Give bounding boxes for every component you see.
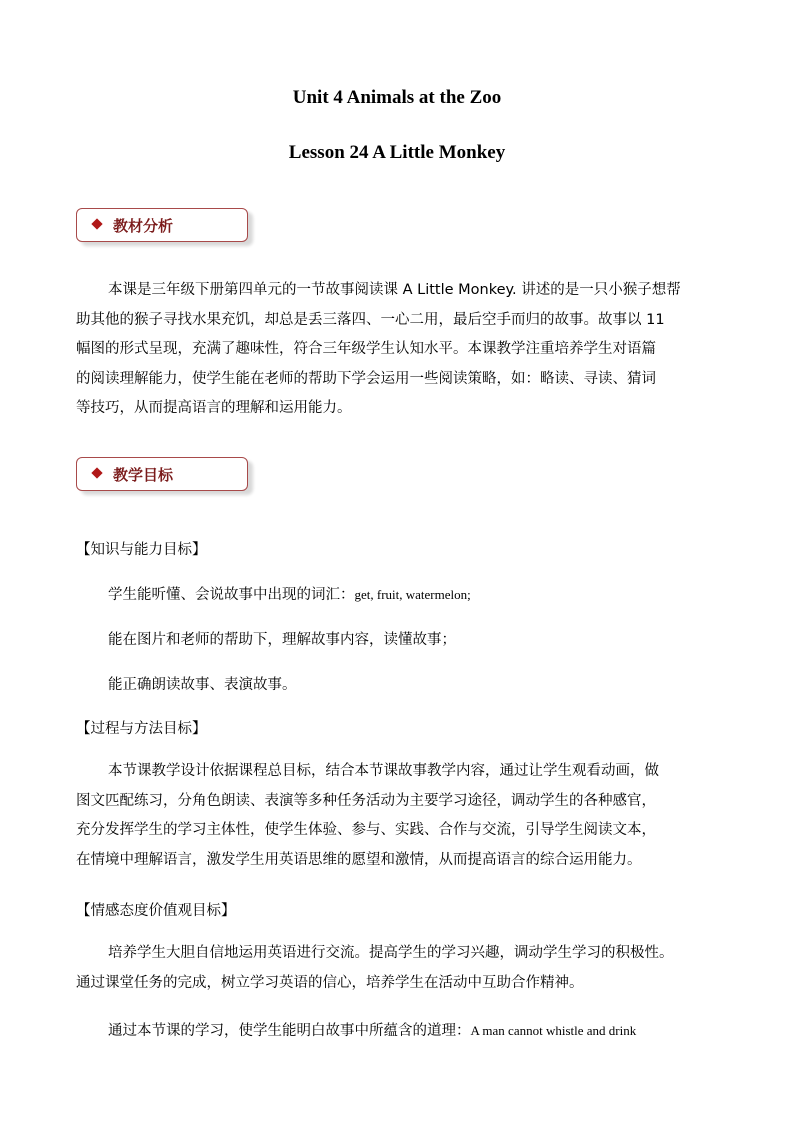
paragraph-line: 的阅读理解能力，使学生能在老师的帮助下学会运用一些阅读策略，如：略读、寻读、猜词 <box>76 370 656 387</box>
materials-analysis-paragraph <box>76 276 721 424</box>
diamond-bullet-icon <box>91 218 102 229</box>
proverb-text: A man cannot whistle and drink <box>470 1023 637 1038</box>
section-label: 教材分析 <box>113 217 174 235</box>
knowledge-objective-item <box>108 583 471 604</box>
process-objectives-paragraph <box>76 757 721 875</box>
objective-text: 通过本节课的学习，使学生能明白故事中所蕴含的道理： <box>108 1023 471 1039</box>
emotion-objectives-heading: 【情感态度价值观目标】 <box>76 903 236 919</box>
knowledge-objective-item: 能在图片和老师的帮助下，理解故事内容，读懂故事； <box>108 632 456 648</box>
paragraph-line: 等技巧，从而提高语言的理解和运用能力。 <box>76 400 352 416</box>
emotion-objectives-paragraph <box>76 939 721 998</box>
paragraph-line: 充分发挥学生的学习主体性，使学生体验、参与、实践、合作与交流，引导学生阅读文本， <box>76 822 656 838</box>
paragraph-line: 通过课堂任务的完成，树立学习英语的信心，培养学生在活动中互助合作精神。 <box>76 974 584 991</box>
paragraph-line: 本课是三年级下册第四单元的一节故事阅读课 A Little Monkey. 讲述的是一只小猴子想帮 <box>108 282 681 298</box>
paragraph-line: 本节课教学设计依据课程总目标，结合本节课故事教学内容，通过让学生观看动画，做 <box>108 763 659 779</box>
knowledge-objectives-heading: 【知识与能力目标】 <box>76 542 207 558</box>
paragraph-line: 图文匹配练习，分角色朗读、表演等多种任务活动为主要学习途径，调动学生的各种感官， <box>76 792 656 809</box>
paragraph-line: 在情境中理解语言，激发学生用英语思维的愿望和激情，从而提高语言的综合运用能力。 <box>76 851 642 868</box>
paragraph-line: 培养学生大胆自信地运用英语进行交流。提高学生的学习兴趣，调动学生学习的积极性。 <box>108 945 674 961</box>
vocabulary-words: get, fruit, watermelon; <box>354 587 471 602</box>
process-objectives-heading: 【过程与方法目标】 <box>76 721 207 737</box>
paragraph-line: 幅图的形式呈现，充满了趣味性，符合三年级学生认知水平。本课教学注重培养学生对语篇 <box>76 341 656 357</box>
section-label: 教学目标 <box>113 466 174 484</box>
knowledge-objective-item: 能正确朗读故事、表演故事。 <box>108 677 297 693</box>
unit-title: Unit 4 Animals at the Zoo <box>292 87 502 108</box>
section-header-teaching-objectives <box>76 457 248 491</box>
emotion-objective-item <box>108 1019 636 1040</box>
paragraph-line: 助其他的猴子寻找水果充饥，却总是丢三落四、一心二用，最后空手而归的故事。故事以 11 <box>76 311 665 328</box>
lesson-title: Lesson 24 A Little Monkey <box>288 142 506 163</box>
diamond-bullet-icon <box>91 467 102 478</box>
objective-text: 学生能听懂、会说故事中出现的词汇： <box>108 587 355 603</box>
section-header-materials-analysis <box>76 208 248 242</box>
